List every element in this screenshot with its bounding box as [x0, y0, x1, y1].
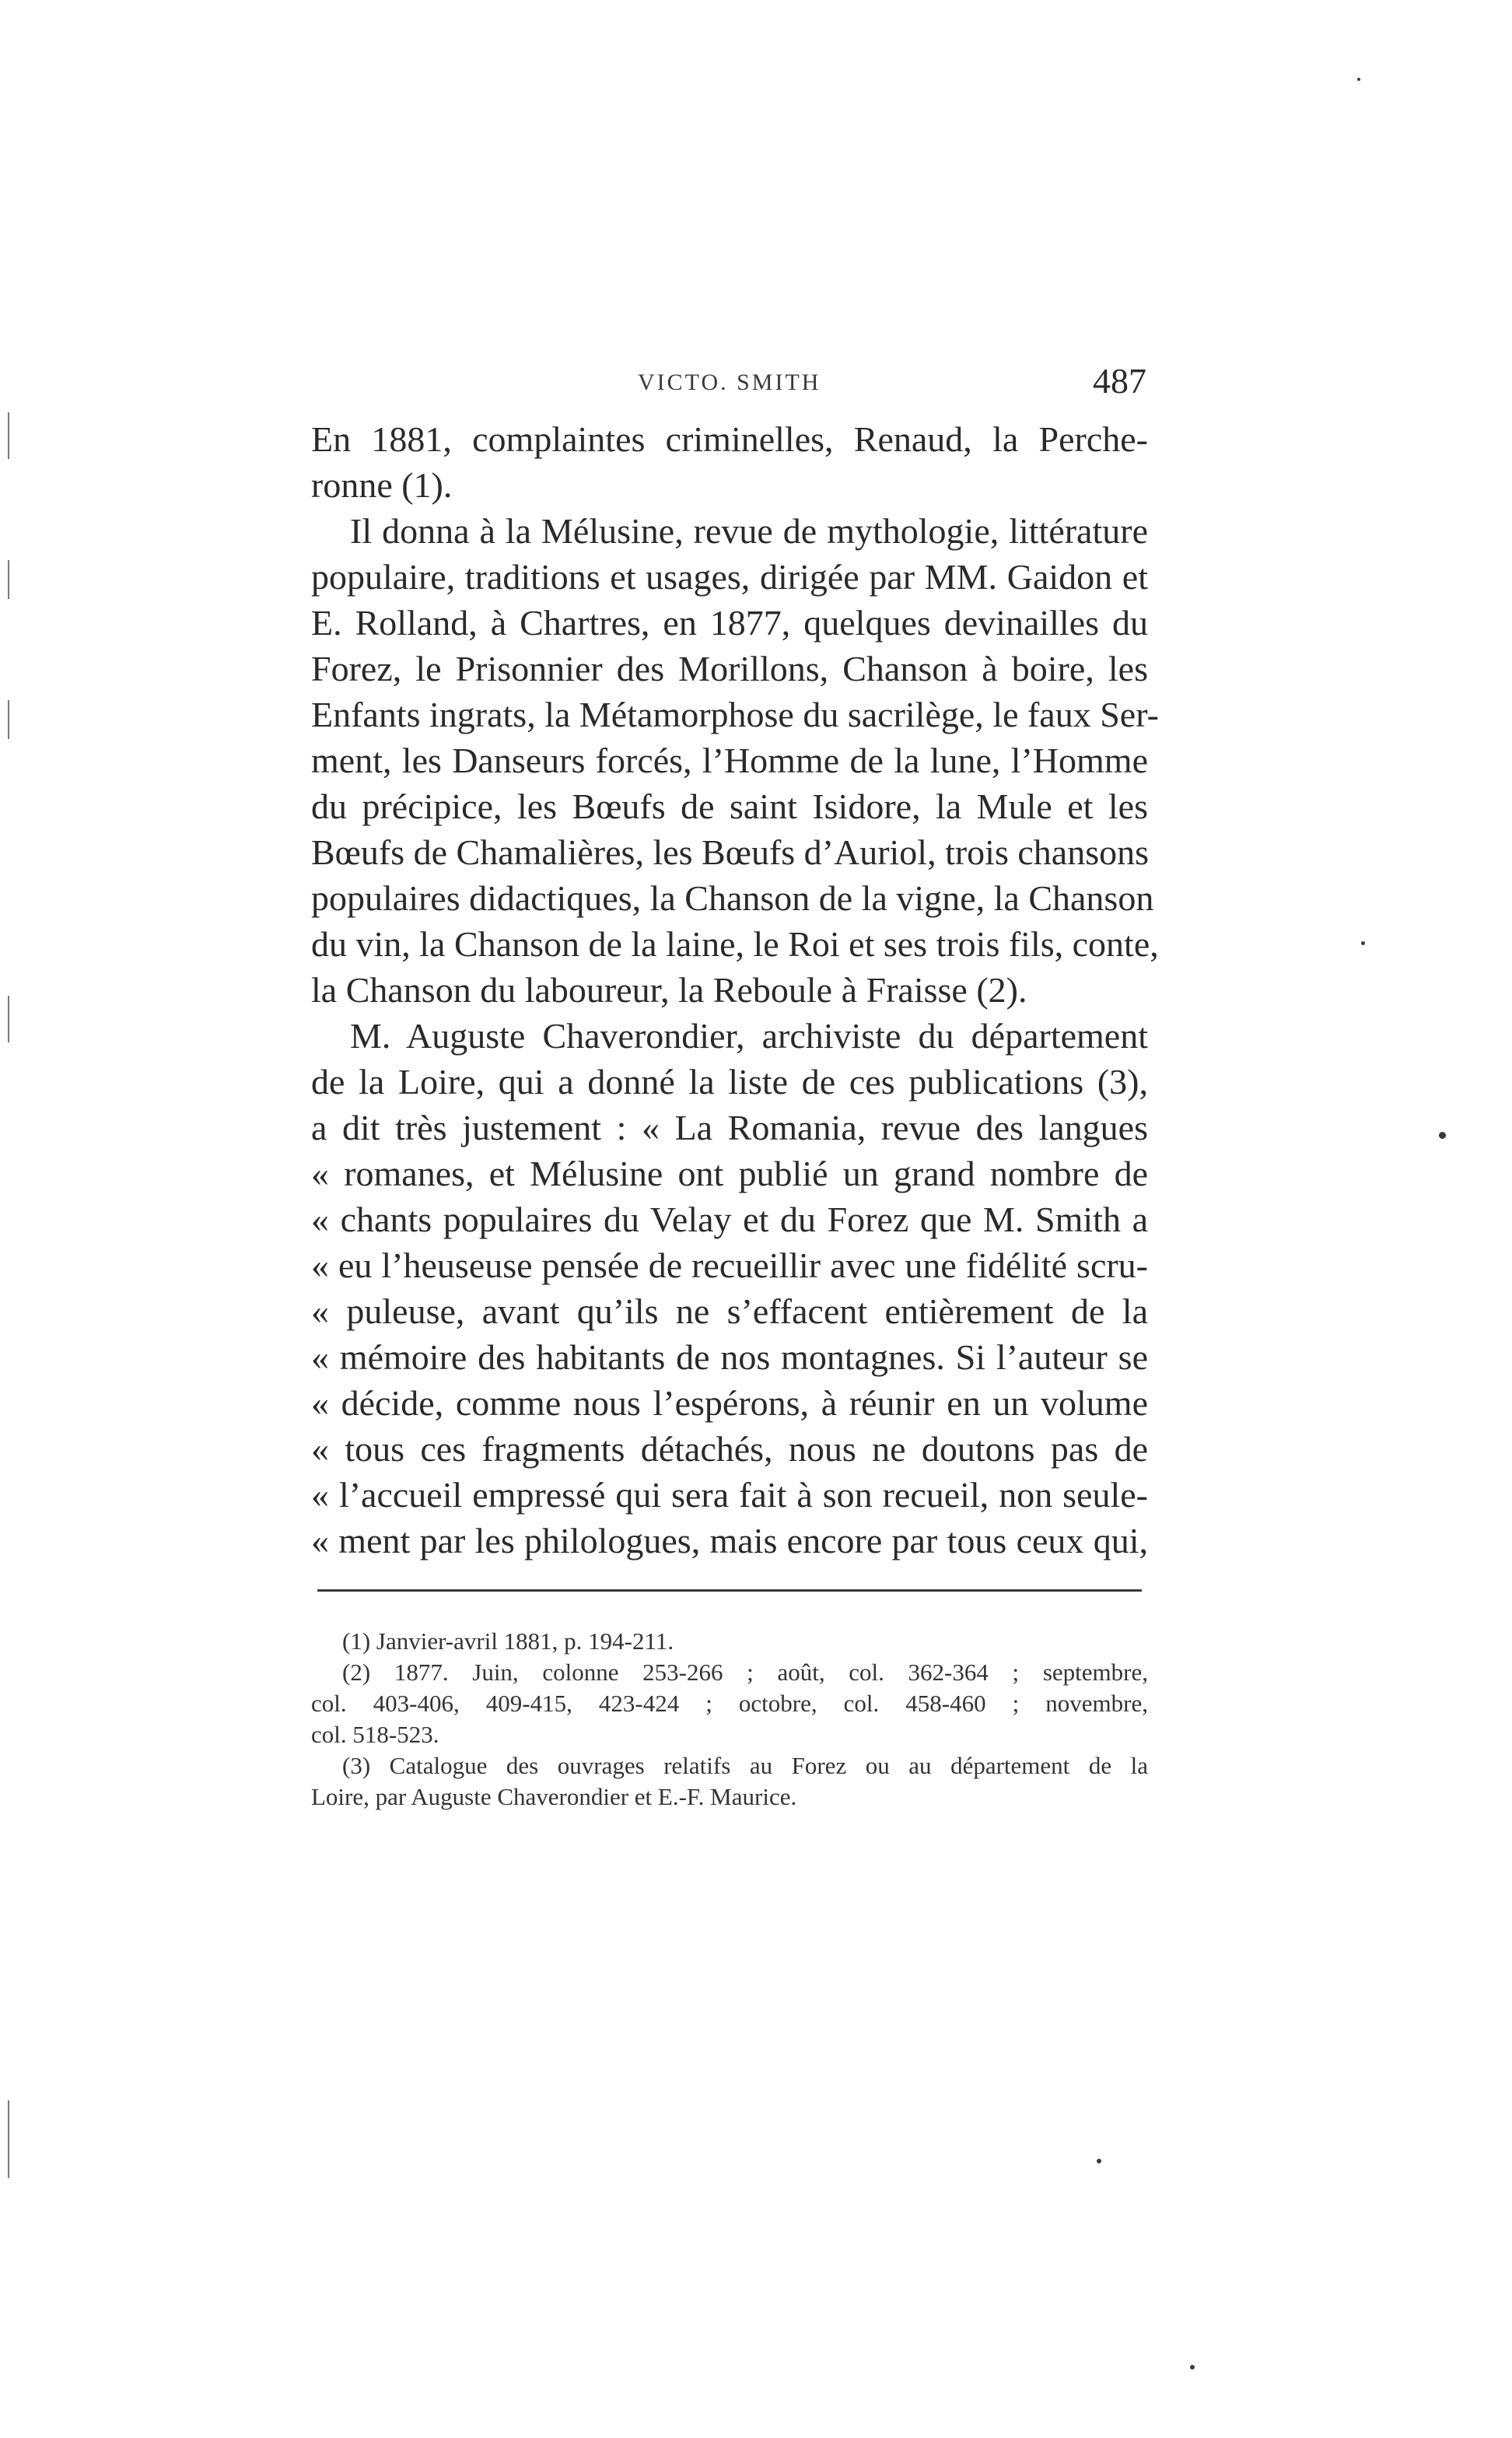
- body-text-line: « décide, comme nous l’espérons, à réunir en un volume: [311, 1383, 1148, 1423]
- body-text-line: En 1881, complaintes criminelles, Renaud, la Perche-: [311, 419, 1148, 459]
- body-text-line: populaire, traditions et usages, dirigée par MM. Gaidon et: [311, 557, 1148, 597]
- body-text-line: du vin, la Chanson de la laine, le Roi et ses trois fils, conte,: [311, 924, 1159, 964]
- scan-speck: [1190, 2365, 1195, 2370]
- body-text-line: « mémoire des habitants de nos montagnes. Si l’auteur se: [311, 1337, 1148, 1377]
- body-text-line: E. Rolland, à Chartres, en 1877, quelques devinailles du: [311, 603, 1148, 643]
- body-text-line: Forez, le Prisonnier des Morillons, Chanson à boire, les: [311, 649, 1148, 688]
- scan-speck: [1439, 1132, 1446, 1139]
- body-text-line: « chants populaires du Velay et du Forez que M. Smith a: [311, 1200, 1148, 1239]
- footnote-line: Loire, par Auguste Chaverondier et E.-F. Maurice.: [311, 1783, 797, 1810]
- body-text-line: Enfants ingrats, la Métamorphose du sacrilège, le faux Ser-: [311, 695, 1159, 734]
- body-text-line: la Chanson du laboureur, la Reboule à Fraisse (2).: [311, 970, 1027, 1010]
- scan-speck: [1097, 2159, 1101, 2163]
- body-text-line: « puleuse, avant qu’ils ne s’effacent entièrement de la: [311, 1291, 1148, 1331]
- body-text-line: M. Auguste Chaverondier, archiviste du département: [350, 1016, 1148, 1056]
- page-header: [311, 354, 1167, 416]
- body-text: [311, 416, 1159, 1564]
- scan-edge-mark: [8, 412, 9, 459]
- scan-edge-mark: [8, 560, 9, 599]
- footnotes: [311, 1626, 1148, 1813]
- scan-speck: [1357, 78, 1360, 81]
- body-text-line: de la Loire, qui a donné la liste de ces publications (3),: [311, 1062, 1148, 1102]
- footnote-line: (2) 1877. Juin, colonne 253-266 ; août, col. 362-364 ; septembre,: [342, 1659, 1148, 1686]
- body-text-line: « l’accueil empressé qui sera fait à son recueil, non seule-: [311, 1475, 1148, 1515]
- footnote-rule: [317, 1589, 1142, 1592]
- body-text-line: du précipice, les Bœufs de saint Isidore, la Mule et les: [311, 786, 1148, 826]
- scan-edge-mark: [8, 2100, 9, 2178]
- footnote-line: col. 518-523.: [311, 1721, 439, 1748]
- footnote-line: (1) Janvier-avril 1881, p. 194-211.: [342, 1627, 674, 1655]
- body-text-line: Bœufs de Chamalières, les Bœufs d’Auriol, trois chansons: [311, 832, 1150, 872]
- scan-edge-mark: [8, 996, 9, 1042]
- body-text-line: « ment par les philologues, mais encore par tous ceux qui,: [311, 1521, 1148, 1561]
- body-text-line: « romanes, et Mélusine ont publié un grand nombre de: [311, 1154, 1148, 1193]
- scan-edge-mark: [8, 700, 9, 739]
- body-text-line: ment, les Danseurs forcés, l’Homme de la lune, l’Homme: [311, 741, 1148, 780]
- running-title: VICTO. SMITH: [638, 370, 821, 395]
- body-text-line: Il donna à la Mélusine, revue de mythologie, littérature: [350, 511, 1148, 551]
- body-text-line: « eu l’heuseuse pensée de recueillir avec une fidélité scru-: [311, 1245, 1148, 1285]
- footnote-line: col. 403-406, 409-415, 423-424 ; octobre, col. 458-460 ; novembre,: [311, 1690, 1148, 1717]
- page-number: 487: [1093, 361, 1146, 401]
- body-text-line: populaires didactiques, la Chanson de la vigne, la Chanson: [311, 878, 1154, 918]
- footnote-line: (3) Catalogue des ouvrages relatifs au Forez ou au département de la: [342, 1752, 1148, 1779]
- body-text-line: a dit très justement : « La Romania, revue des langues: [311, 1108, 1148, 1147]
- scan-speck: [1361, 941, 1365, 945]
- body-text-line: ronne (1).: [311, 465, 453, 505]
- body-text-line: « tous ces fragments détachés, nous ne doutons pas de: [311, 1429, 1148, 1469]
